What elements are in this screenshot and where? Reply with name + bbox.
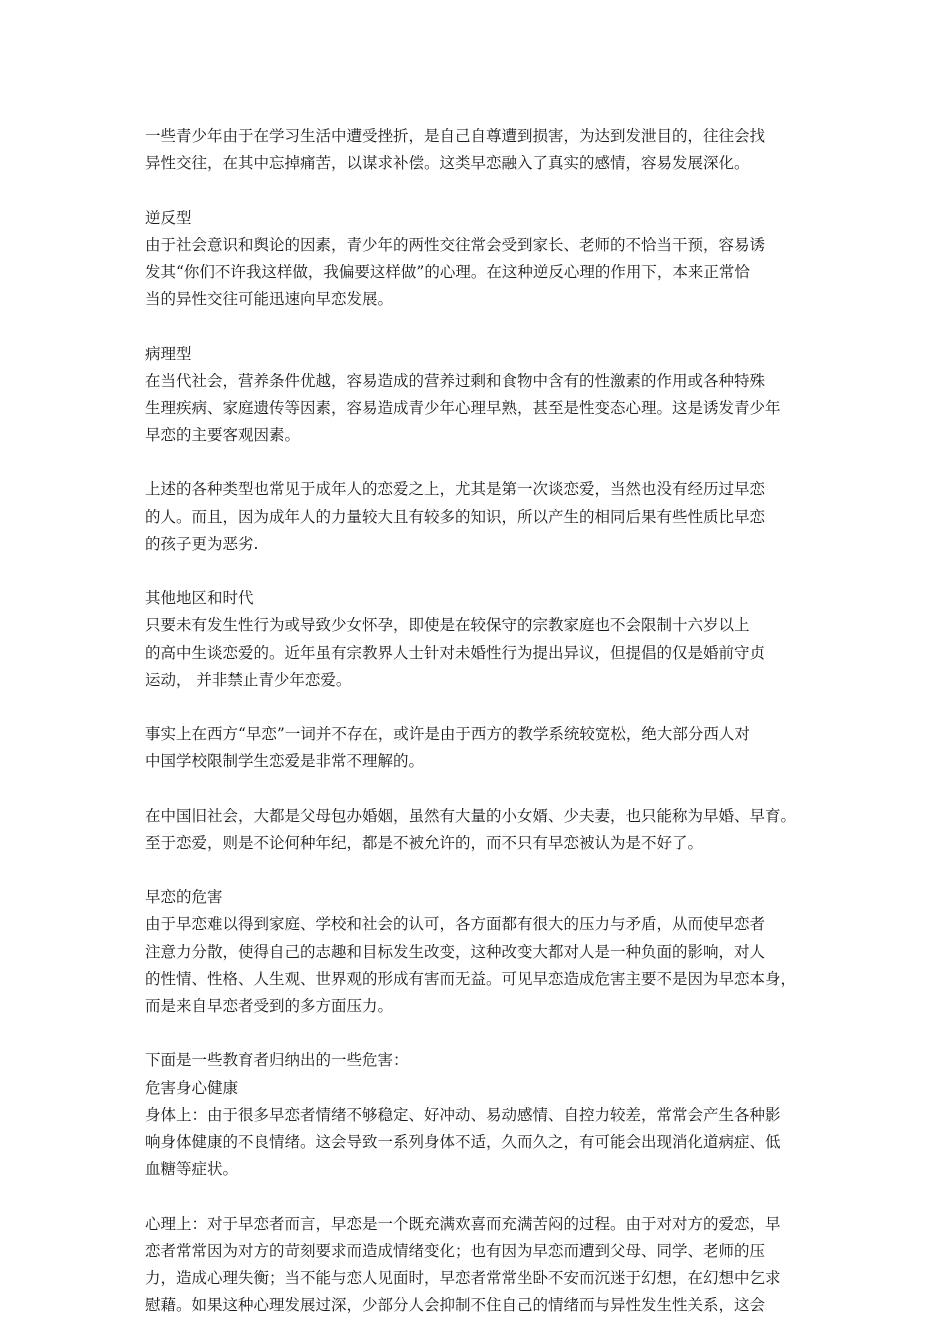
paragraph-old-society [145,803,815,857]
text-line: 由于早恋难以得到家庭、学校和社会的认可，各方面都有很大的压力与矛盾，从而使早恋者 [145,915,766,934]
text-line: 注意力分散，使得自己的志趣和目标发生改变，这种改变大都对人是一种负面的影响，对人 [145,942,766,961]
text-line: 在中国旧社会，大都是父母包办婚姻，虽然有大量的小女婿、少夫妻，也只能称为早婚、早育。 [145,806,797,825]
text-line: 中国学校限制学生恋爱是非常不理解的。 [145,752,425,771]
paragraph-gap [145,694,815,721]
paragraph-adults [145,476,815,558]
text-line: 事实上在西方“早恋”一词并不存在，或许是由于西方的教学系统较宽松，绝大部分西人对 [145,725,750,744]
paragraph-psychological-harms [145,1211,815,1320]
subheading-line: 危害身心健康 [145,1078,239,1097]
text-line: 响身体健康的不良情绪。这会导致一系列身体不适，久而久之，有可能会出现消化道病症、低 [145,1132,781,1151]
paragraph-gap [145,449,815,476]
section-heading-rebellious: 逆反型 [145,208,192,227]
text-line: 的人。而且，因为成年人的力量较大且有较多的知识，所以产生的相同后果有些性质比早恋 [145,507,766,526]
paragraph-compensation [145,123,815,177]
paragraph-west [145,721,815,775]
text-line: 至于恋爱，则是不论何种年纪，都是不被允许的，而不只有早恋被认为是不好了。 [145,833,704,852]
document-page [145,123,815,1319]
text-line: 而是来自早恋者受到的多方面压力。 [145,997,394,1015]
text-line: 身体上：由于很多早恋者情绪不够稳定、好冲动、易动感情、自控力较差，常常会产生各种影 [145,1105,781,1124]
text-line: 只要未有发生性行为或导致少女怀孕，即使是在较保守的宗教家庭也不会限制十六岁以上 [145,616,750,635]
section-heading-other-regions: 其他地区和时代 [145,589,254,608]
paragraph-gap [145,1020,815,1047]
text-line: 上述的各种类型也常见于成年人的恋爱之上，尤其是第一次谈恋爱，当然也没有经历过早恋 [145,480,766,499]
paragraph-gap [145,177,815,204]
text-line: 在当代社会，营养条件优越，容易造成的营养过剩和食物中含有的性激素的作用或各种特殊 [145,371,766,390]
text-line: 早恋的主要客观因素。 [145,426,301,445]
text-line: 的孩子更为恶劣. [145,534,259,553]
text-line: 异性交往，在其中忘掉痛苦，以谋求补偿。这类早恋融入了真实的感情，容易发展深化。 [145,154,750,173]
text-line: 生理疾病、家庭遗传等因素，容易造成青少年心理早熟，甚至是性变态心理。这是诱发青少年 [145,398,781,417]
paragraph-gap [145,558,815,585]
paragraph-physical-harms [145,1047,815,1183]
paragraph-other-regions [145,612,815,694]
paragraph-gap [145,1183,815,1210]
paragraph-gap [145,857,815,884]
text-line: 力，造成心理失衡；当不能与恋人见面时，早恋者常常坐卧不安而沉迷于幻想，在幻想中乞求 [145,1268,781,1287]
text-line: 血糖等症状。 [145,1160,239,1179]
section-heading-pathological: 病理型 [145,344,192,363]
text-line: 恋者常常因为对方的苛刻要求而造成情绪变化；也有因为早恋而遭到父母、同学、老师的压 [145,1241,766,1260]
paragraph-gap [145,313,815,340]
text-line: 一些青少年由于在学习生活中遭受挫折，是自己自尊遭到损害，为达到发泄目的，往往会找 [145,127,766,145]
section-heading-harms: 早恋的危害 [145,888,223,907]
text-line: 由于社会意识和舆论的因素，青少年的两性交往常会受到家长、老师的不恰当干预，容易诱 [145,235,766,254]
paragraph-rebellious [145,232,815,314]
paragraph-gap [145,776,815,803]
paragraph-pathological [145,368,815,450]
text-line: 心理上：对于早恋者而言，早恋是一个既充满欢喜而充满苦闷的过程。由于对对方的爱恋，早 [145,1214,781,1233]
text-line: 的高中生谈恋爱的。近年虽有宗教界人士针对未婚性行为提出异议，但提倡的仅是婚前守贞 [145,643,766,662]
text-line: 运动， 并非禁止青少年恋爱。 [145,670,352,689]
text-line: 当的异性交往可能迅速向早恋发展。 [145,290,394,309]
paragraph-harms [145,911,815,1020]
text-line: 慰藉。如果这种心理发展过深，少部分人会抑制不住自己的情绪而与异性发生性关系，这会 [145,1296,766,1315]
text-line: 的性情、性格、人生观、世界观的形成有害而无益。可见早恋造成危害主要不是因为早恋本身， [145,969,797,988]
text-line: 下面是一些教育者归纳出的一些危害： [145,1051,409,1070]
text-line: 发其“你们不许我这样做，我偏要这样做”的心理。在这种逆反心理的作用下，本来正常恰 [145,262,750,281]
